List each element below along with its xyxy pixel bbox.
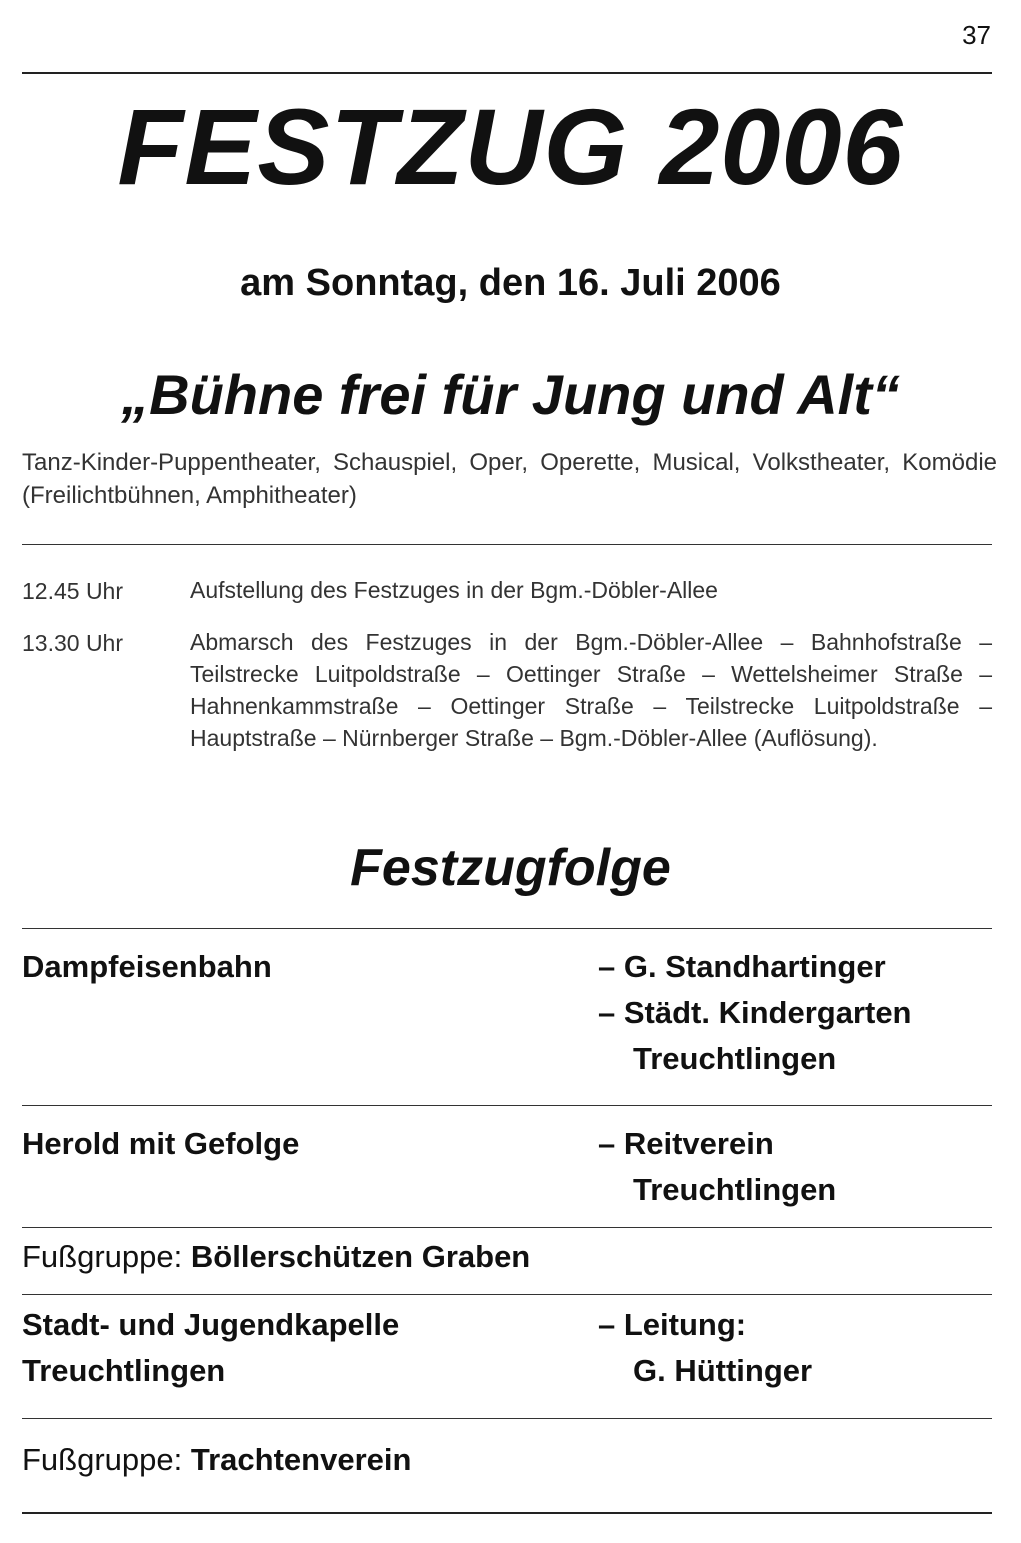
group-line: Treuchtlingen <box>22 1353 226 1388</box>
leader-line: Treuchtlingen <box>633 1172 837 1207</box>
motto-heading: „Bühne frei für Jung und Alt“ <box>121 363 900 426</box>
footgroup-entry <box>22 1437 411 1483</box>
entry-divider <box>22 1105 992 1106</box>
entry-divider <box>22 928 992 929</box>
schedule-rule <box>22 544 992 545</box>
leader-line: – Städt. Kindergarten <box>598 995 912 1030</box>
entry-group: Herold mit Gefolge <box>22 1126 300 1161</box>
schedule-text: Aufstellung des Festzuges in der Bgm.-Döbler-Allee <box>190 577 718 603</box>
schedule-time: 13.30 Uhr <box>22 630 124 656</box>
group-line: Stadt- und Jugendkapelle <box>22 1307 400 1342</box>
entry-leaders <box>598 1302 812 1394</box>
footgroup-name: Trachtenverein <box>190 1442 412 1477</box>
genres-text: Tanz-Kinder-Puppentheater, Schauspiel, Oper, Operette, Musical, Volkstheater, Komödie (Freilichtbühnen, Amphitheater) <box>22 449 997 509</box>
page-title: FESTZUG 2006 <box>117 86 904 207</box>
schedule-text: Abmarsch des Festzuges in der Bgm.-Döbler-Allee – Bahnhofstraße – Teilstrecke Luitpoldstraße – Oettinger Straße – Wettelsheimer Straße – Hahnenkammstraße – Oettinger Straße – Teilstrecke Luitpoldstraße – Hauptstraße – Nürnberger Straße – Bgm.-Döbler-Allee (Auflösung). <box>190 629 992 751</box>
entry-leaders <box>598 944 912 1082</box>
bottom-rule <box>22 1512 992 1514</box>
leader-line: – Reitverein <box>598 1126 774 1161</box>
schedule-time: 12.45 Uhr <box>22 578 124 604</box>
top-rule <box>22 72 992 74</box>
leader-line: Treuchtlingen <box>633 1041 837 1076</box>
entry-group <box>22 1302 399 1394</box>
footgroup-label: Fußgruppe: <box>22 1442 183 1477</box>
leader-line: – Leitung: <box>598 1307 747 1342</box>
entry-divider <box>22 1418 992 1419</box>
leader-line: G. Hüttinger <box>633 1353 813 1388</box>
entry-leaders <box>598 1121 836 1213</box>
footgroup-name: Böllerschützen Graben <box>190 1239 531 1274</box>
entry-group: Dampfeisenbahn <box>22 949 272 984</box>
entry-divider <box>22 1227 992 1228</box>
footgroup-label: Fußgruppe: <box>22 1239 183 1274</box>
footgroup-entry <box>22 1234 530 1280</box>
entry-divider <box>22 1294 992 1295</box>
date-line: am Sonntag, den 16. Juli 2006 <box>240 262 781 304</box>
leader-line: – G. Standhartinger <box>598 949 886 984</box>
page-number: 37 <box>962 20 991 50</box>
section-title: Festzugfolge <box>350 839 671 897</box>
